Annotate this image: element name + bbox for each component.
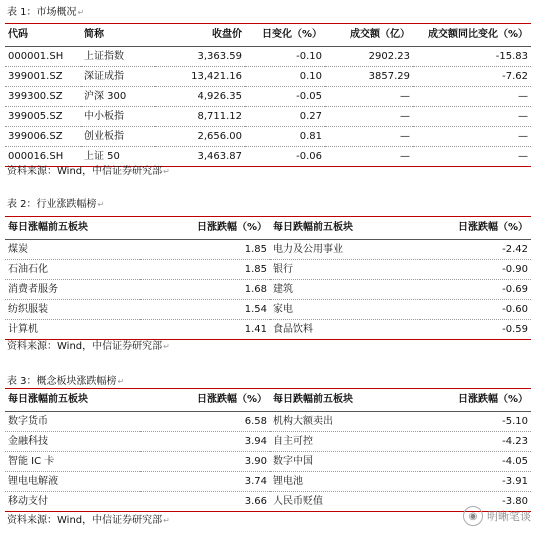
table-cell: — bbox=[518, 131, 528, 142]
table-cell: 纺织服装 bbox=[8, 304, 48, 315]
table-row bbox=[5, 260, 531, 280]
table-row bbox=[5, 412, 531, 432]
table-cell: 000016.SH bbox=[8, 151, 64, 162]
table-cell: 数字货币 bbox=[8, 416, 48, 427]
table-cell: — bbox=[400, 151, 410, 162]
table-row bbox=[5, 320, 531, 340]
table-row bbox=[5, 280, 531, 300]
table-cell: 1.68 bbox=[244, 284, 267, 295]
table-cell: 399300.SZ bbox=[8, 91, 63, 102]
table-cell: — bbox=[400, 91, 410, 102]
table-cell: 创业板指 bbox=[84, 131, 124, 142]
market-overview-table bbox=[5, 23, 531, 167]
table-cell: 锂电池 bbox=[273, 476, 303, 487]
column-header: 成交额同比变化（%） bbox=[427, 29, 528, 40]
table-cell: 2,656.00 bbox=[197, 131, 242, 142]
table-cell: -0.59 bbox=[502, 324, 528, 335]
column-header: 每日跌幅前五板块 bbox=[273, 222, 353, 233]
table-cell: -0.05 bbox=[296, 91, 322, 102]
table-cell: 人民币贬值 bbox=[273, 496, 323, 507]
column-header: 简称 bbox=[84, 29, 104, 40]
table-cell: 建筑 bbox=[273, 284, 293, 295]
table-cell: 锂电电解液 bbox=[8, 476, 58, 487]
table-row bbox=[5, 147, 531, 167]
concept-ranking-table bbox=[5, 388, 531, 512]
table-cell: 1.85 bbox=[244, 264, 267, 275]
table-cell: 0.10 bbox=[299, 71, 322, 82]
table-cell: 金融科技 bbox=[8, 436, 48, 447]
table-cell: 8,711.12 bbox=[197, 111, 242, 122]
table-cell: -15.83 bbox=[495, 51, 528, 62]
table-cell: 电力及公用事业 bbox=[273, 244, 343, 255]
table1-source: 资料来源：Wind，中信证券研究部↵ bbox=[7, 166, 170, 177]
table-cell: -0.60 bbox=[502, 304, 528, 315]
watermark bbox=[463, 506, 531, 526]
table-cell: -3.80 bbox=[502, 496, 528, 507]
table-cell: 上证指数 bbox=[84, 51, 124, 62]
table-row bbox=[5, 107, 531, 127]
table-cell: -0.90 bbox=[502, 264, 528, 275]
table-cell: 3,463.87 bbox=[197, 151, 242, 162]
table-cell: 2902.23 bbox=[368, 51, 410, 62]
table-cell: 食品饮料 bbox=[273, 324, 313, 335]
table-row bbox=[5, 67, 531, 87]
column-header: 日涨跌幅（%） bbox=[457, 222, 528, 233]
table-cell: 消费者服务 bbox=[8, 284, 58, 295]
table-cell: 3.90 bbox=[244, 456, 267, 467]
table1-caption: 表 1：市场概况↵ bbox=[7, 7, 85, 18]
table-cell: — bbox=[400, 111, 410, 122]
table-cell: 0.81 bbox=[299, 131, 322, 142]
column-header: 每日涨幅前五板块 bbox=[8, 222, 88, 233]
table-cell: 3.74 bbox=[244, 476, 267, 487]
table-row bbox=[5, 300, 531, 320]
table-cell: — bbox=[518, 91, 528, 102]
table-cell: -7.62 bbox=[502, 71, 528, 82]
table-row bbox=[5, 127, 531, 147]
column-header: 收盘价 bbox=[212, 29, 242, 40]
table2-source: 资料来源：Wind，中信证券研究部↵ bbox=[7, 341, 170, 352]
table-cell: 1.41 bbox=[244, 324, 267, 335]
table-cell: — bbox=[400, 131, 410, 142]
table-cell: 机构大额卖出 bbox=[273, 416, 333, 427]
table-cell: -0.06 bbox=[296, 151, 322, 162]
table-cell: -4.05 bbox=[502, 456, 528, 467]
table-cell: 399001.SZ bbox=[8, 71, 63, 82]
column-header: 代码 bbox=[8, 29, 28, 40]
table-header-row bbox=[5, 217, 531, 240]
table-cell: 石油石化 bbox=[8, 264, 48, 275]
table-cell: 4,926.35 bbox=[197, 91, 242, 102]
table-cell: 深证成指 bbox=[84, 71, 124, 82]
table-cell: 6.58 bbox=[244, 416, 267, 427]
table3-source: 资料来源：Wind，中信证券研究部↵ bbox=[7, 515, 170, 526]
table-cell: -2.42 bbox=[502, 244, 528, 255]
table-row bbox=[5, 452, 531, 472]
table-cell: 3.94 bbox=[244, 436, 267, 447]
column-header: 成交额（亿） bbox=[350, 29, 410, 40]
watermark-text: 明晰笔谈 bbox=[487, 510, 531, 523]
table-cell: 1.85 bbox=[244, 244, 267, 255]
table-cell: — bbox=[518, 151, 528, 162]
table-row bbox=[5, 432, 531, 452]
table-cell: -5.10 bbox=[502, 416, 528, 427]
industry-ranking-table bbox=[5, 216, 531, 340]
table-cell: 银行 bbox=[273, 264, 293, 275]
column-header: 日变化（%） bbox=[261, 29, 322, 40]
table-row bbox=[5, 492, 531, 512]
table-cell: 1.54 bbox=[244, 304, 267, 315]
table-cell: 沪深 300 bbox=[84, 91, 127, 102]
table-cell: -4.23 bbox=[502, 436, 528, 447]
table-cell: 000001.SH bbox=[8, 51, 64, 62]
table-cell: 上证 50 bbox=[84, 151, 120, 162]
table-cell: 家电 bbox=[273, 304, 293, 315]
table-cell: 0.27 bbox=[299, 111, 322, 122]
table-header-row bbox=[5, 389, 531, 412]
column-header: 每日涨幅前五板块 bbox=[8, 394, 88, 405]
column-header: 日涨跌幅（%） bbox=[196, 394, 267, 405]
table-row bbox=[5, 240, 531, 260]
column-header: 每日跌幅前五板块 bbox=[273, 394, 353, 405]
column-header: 日涨跌幅（%） bbox=[457, 394, 528, 405]
column-header: 日涨跌幅（%） bbox=[196, 222, 267, 233]
table-cell: -3.91 bbox=[502, 476, 528, 487]
table-row bbox=[5, 472, 531, 492]
table-cell: 数字中国 bbox=[273, 456, 313, 467]
table-cell: — bbox=[518, 111, 528, 122]
table-cell: 智能 IC 卡 bbox=[8, 456, 55, 467]
table-cell: 移动支付 bbox=[8, 496, 48, 507]
table-cell: 3,363.59 bbox=[197, 51, 242, 62]
table-row bbox=[5, 87, 531, 107]
table-row bbox=[5, 47, 531, 67]
wechat-icon: ◉ bbox=[463, 506, 483, 526]
table-header-row bbox=[5, 24, 531, 47]
table-cell: 399005.SZ bbox=[8, 111, 63, 122]
table-cell: 13,421.16 bbox=[191, 71, 242, 82]
table2-caption: 表 2：行业涨跌幅榜↵ bbox=[7, 199, 105, 210]
table-cell: 计算机 bbox=[8, 324, 38, 335]
table-cell: 3857.29 bbox=[368, 71, 410, 82]
table-cell: 399006.SZ bbox=[8, 131, 63, 142]
table-cell: 中小板指 bbox=[84, 111, 124, 122]
table3-caption: 表 3：概念板块涨跌幅榜↵ bbox=[7, 376, 125, 387]
table-cell: 煤炭 bbox=[8, 244, 28, 255]
table-cell: -0.10 bbox=[296, 51, 322, 62]
table-cell: 自主可控 bbox=[273, 436, 313, 447]
table-cell: 3.66 bbox=[244, 496, 267, 507]
table-cell: -0.69 bbox=[502, 284, 528, 295]
